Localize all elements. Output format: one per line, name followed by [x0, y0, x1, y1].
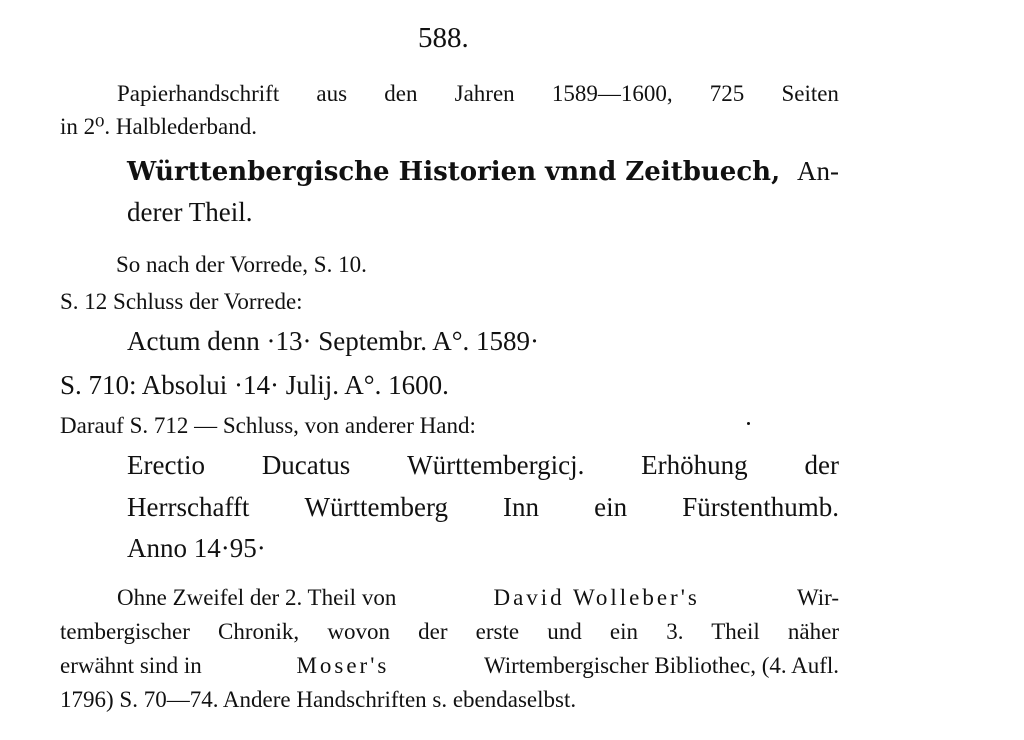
- title-bold: Württenbergische Historien vnnd Zeitbuech,: [127, 157, 781, 187]
- desc-word: den: [384, 81, 418, 106]
- commentary-text: Ohne Zweifel der 2. Theil von: [117, 585, 397, 610]
- author-name: Moser's: [296, 653, 390, 678]
- commentary-text: Wirtembergischer Bibliothec, (4. Aufl.: [483, 653, 839, 678]
- title-line-2: derer Theil.: [127, 197, 253, 227]
- desc-word: aus: [316, 81, 348, 106]
- erectio-line-1: [127, 452, 839, 479]
- desc-word: 725: [709, 81, 745, 106]
- commentary-line-2: tembergischer Chronik, wovon der erste und ein 3. Theil näher: [60, 619, 839, 644]
- erectio-word: Erectio: [127, 450, 205, 480]
- commentary-line-3: [60, 654, 839, 677]
- commentary-text: Wir-: [796, 585, 839, 610]
- title-line-1: [127, 158, 839, 185]
- erectio-word: ein: [594, 492, 628, 522]
- note-schluss-vorrede: S. 12 Schluss der Vorrede:: [60, 289, 303, 314]
- erectio-word: Herrschafft: [127, 492, 250, 522]
- commentary-line-1: [117, 586, 839, 609]
- erectio-word: Württemberg: [304, 492, 448, 522]
- description-line-1: [117, 82, 839, 105]
- author-name: David Wolleber's: [493, 585, 700, 610]
- desc-word: Papierhandschrift: [117, 81, 280, 106]
- ink-speck: [747, 422, 750, 425]
- erectio-word: Erhöhung: [641, 450, 748, 480]
- erectio-word: Württembergicj.: [407, 450, 585, 480]
- erectio-line-2: [127, 494, 839, 521]
- desc-word: Seiten: [781, 81, 839, 106]
- erectio-line-3: Anno 14·95·: [127, 533, 266, 563]
- page-number: 588.: [418, 22, 469, 54]
- commentary-text: erwähnt sind in: [60, 653, 202, 678]
- note-actum: Actum denn ·13· Septembr. A°. 1589·: [127, 326, 539, 356]
- note-absolui: S. 710: Absolui ·14· Julij. A°. 1600.: [60, 370, 449, 400]
- erectio-word: Inn: [503, 492, 540, 522]
- description-line-2: in 2⁰. Halblederband.: [60, 114, 257, 139]
- erectio-word: der: [804, 450, 839, 480]
- note-vorrede: So nach der Vorrede, S. 10.: [116, 252, 367, 277]
- commentary-line-4: 1796) S. 70—74. Andere Handschriften s. ebendaselbst.: [60, 687, 577, 712]
- desc-word: Jahren: [454, 81, 515, 106]
- erectio-word: Fürstenthumb.: [682, 492, 839, 522]
- title-rest: An-: [797, 156, 839, 186]
- erectio-word: Ducatus: [261, 450, 351, 480]
- desc-word: 1589—1600,: [551, 81, 673, 106]
- note-darauf: Darauf S. 712 — Schluss, von anderer Hand:: [60, 413, 476, 438]
